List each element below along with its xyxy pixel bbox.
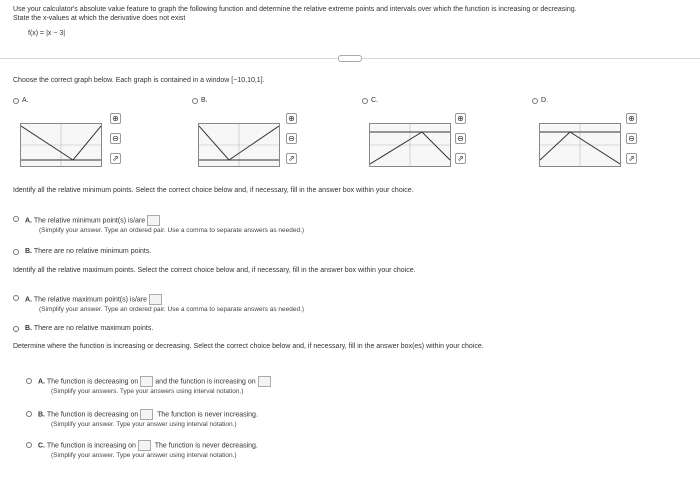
- max-option-b-text: There are no relative maximum points.: [33, 325, 154, 332]
- interval-a-increasing-box[interactable]: [258, 376, 271, 387]
- graph-b-zoom-out-icon[interactable]: ⊖: [286, 133, 297, 144]
- graph-d-plot: [540, 124, 620, 166]
- graph-d: [539, 123, 621, 167]
- interval-option-a-text-1: The function is decreasing on: [46, 378, 139, 386]
- interval-option-b: [38, 409, 258, 420]
- graph-c-plot: [370, 124, 450, 166]
- graph-a-zoom-out-icon[interactable]: ⊖: [110, 133, 121, 144]
- min-option-a-radio[interactable]: [13, 216, 19, 222]
- graph-b: [198, 123, 280, 167]
- graph-option-c-label: C.: [371, 97, 378, 104]
- instructions-line-1: Use your calculator's absolute value feature to graph the following function and determine the relative extreme points and intervals over which the function is increasing or decreasing.: [13, 6, 577, 13]
- interval-option-a-hint: (Simplify your answers. Type your answers using interval notation.): [51, 388, 244, 395]
- interval-option-c-text-1: The function is increasing on: [46, 442, 136, 450]
- graph-d-external-link-icon[interactable]: ⇗: [626, 153, 637, 164]
- graph-a-external-link-icon[interactable]: ⇗: [110, 153, 121, 164]
- interval-option-c-letter: C.: [38, 442, 45, 450]
- interval-option-a-letter: A.: [38, 378, 45, 386]
- min-option-a-text: The relative minimum point(s) is/are: [33, 217, 146, 225]
- graph-option-d-radio[interactable]: [532, 98, 538, 104]
- graph-question-prompt: Choose the correct graph below. Each graph is contained in a window [−10,10,1].: [13, 77, 265, 84]
- graph-d-zoom-in-icon[interactable]: ⊕: [626, 113, 637, 124]
- min-option-b-radio[interactable]: [13, 249, 19, 255]
- interval-option-b-radio[interactable]: [26, 411, 32, 417]
- max-option-a-radio[interactable]: [13, 295, 19, 301]
- min-option-a-hint: (Simplify your answer. Type an ordered pair. Use a comma to separate answers as needed.): [39, 227, 305, 234]
- min-option-b-letter: B.: [25, 248, 32, 255]
- graph-option-b-label: B.: [201, 97, 208, 104]
- max-option-a-text: The relative maximum point(s) is/are: [33, 296, 148, 304]
- graph-c-external-link-icon[interactable]: ⇗: [455, 153, 466, 164]
- interval-option-a: [38, 376, 273, 387]
- interval-c-increasing-box[interactable]: [138, 440, 151, 451]
- interval-option-c-radio[interactable]: [26, 442, 32, 448]
- interval-question-prompt: Determine where the function is increasing or decreasing. Select the correct choice below and, if necessary, fill in the answer box(es) within your choice.: [13, 343, 484, 350]
- graph-b-external-link-icon[interactable]: ⇗: [286, 153, 297, 164]
- max-option-b-radio[interactable]: [13, 326, 19, 332]
- min-question-prompt: Identify all the relative minimum points. Select the correct choice below and, if necessary, fill in the answer box within your choice.: [13, 187, 414, 194]
- graph-option-c-radio[interactable]: [362, 98, 368, 104]
- graph-d-zoom-out-icon[interactable]: ⊖: [626, 133, 637, 144]
- interval-b-decreasing-box[interactable]: [140, 409, 153, 420]
- min-option-b-text: There are no relative minimum points.: [33, 248, 152, 255]
- graph-a-plot: [21, 124, 101, 166]
- max-option-b: [25, 325, 153, 332]
- graph-c: [369, 123, 451, 167]
- interval-option-c: [38, 440, 258, 451]
- graph-a-zoom-in-icon[interactable]: ⊕: [110, 113, 121, 124]
- function-formula: f(x) = |x − 3|: [28, 30, 66, 37]
- interval-option-b-text-2: The function is never increasing.: [157, 411, 258, 419]
- interval-option-c-hint: (Simplify your answer. Type your answer using interval notation.): [51, 452, 237, 459]
- graph-a: [20, 123, 102, 167]
- interval-option-b-letter: B.: [38, 411, 45, 419]
- interval-option-b-hint: (Simplify your answer. Type your answer using interval notation.): [51, 421, 237, 428]
- graph-b-plot: [199, 124, 279, 166]
- graph-option-b-radio[interactable]: [192, 98, 198, 104]
- interval-option-b-text-1: The function is decreasing on: [46, 411, 139, 419]
- graph-c-zoom-in-icon[interactable]: ⊕: [455, 113, 466, 124]
- interval-option-c-text-2: The function is never decreasing.: [154, 442, 258, 450]
- interval-option-a-radio[interactable]: [26, 378, 32, 384]
- graph-option-d-label: D.: [541, 97, 548, 104]
- expand-handle[interactable]: [338, 55, 362, 62]
- max-option-b-letter: B.: [25, 325, 32, 332]
- min-option-a: [25, 215, 162, 226]
- max-answer-box[interactable]: [149, 294, 162, 305]
- max-question-prompt: Identify all the relative maximum points. Select the correct choice below and, if necessary, fill in the answer box within your choice.: [13, 267, 416, 274]
- max-option-a-hint: (Simplify your answer. Type an ordered pair. Use a comma to separate answers as needed.): [39, 306, 305, 313]
- instructions-line-2: State the x-values at which the derivative does not exist: [13, 15, 186, 22]
- max-option-a: [25, 294, 164, 305]
- graph-c-zoom-out-icon[interactable]: ⊖: [455, 133, 466, 144]
- interval-option-a-text-2: and the function is increasing on: [155, 378, 256, 386]
- max-option-a-letter: A.: [25, 296, 32, 304]
- min-answer-box[interactable]: [147, 215, 160, 226]
- min-option-b: [25, 248, 151, 255]
- graph-option-a-label: A.: [22, 97, 29, 104]
- graph-b-zoom-in-icon[interactable]: ⊕: [286, 113, 297, 124]
- min-option-a-letter: A.: [25, 217, 32, 225]
- graph-option-a-radio[interactable]: [13, 98, 19, 104]
- interval-a-decreasing-box[interactable]: [140, 376, 153, 387]
